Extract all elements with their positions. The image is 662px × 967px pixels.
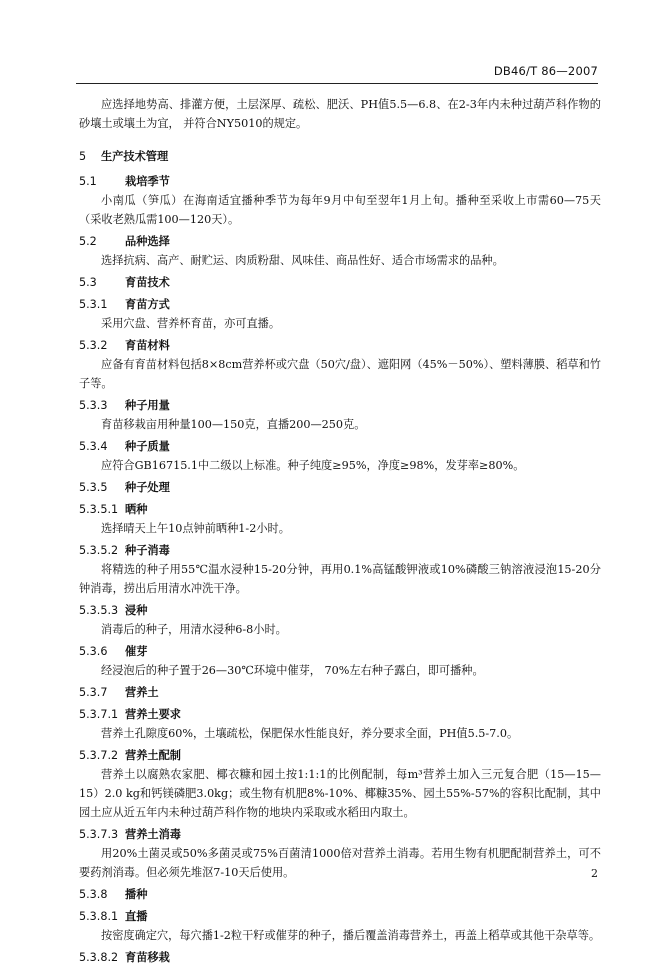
section-heading	[79, 683, 601, 702]
section-title: 种子消毒	[125, 544, 170, 557]
section-title: 晒种	[125, 503, 148, 516]
section-heading	[79, 500, 601, 519]
section-number: 5.3.8.1	[79, 910, 119, 923]
section-title: 播种	[125, 888, 148, 901]
section-number: 5	[79, 150, 87, 163]
section-number: 5.3.7.2	[79, 749, 119, 762]
paragraph: 应符合GB16715.1中二级以上标准。种子纯度≥95%，净度≥98%，发芽率≥80%。	[101, 459, 525, 472]
section-title: 营养土要求	[125, 708, 181, 721]
section-number: 5.3.7.3	[79, 828, 119, 841]
header-rule	[76, 83, 598, 84]
section-heading	[79, 295, 601, 314]
section-title: 浸种	[125, 604, 148, 617]
paragraph: 小南瓜（笋瓜）在海南适宜播种季节为每年9月中旬至翌年1月上旬。播种至采收上市需60—75天（采收老熟瓜需100—120天）。	[79, 194, 601, 226]
document-body	[79, 95, 601, 967]
section-title: 营养土	[125, 686, 159, 699]
paragraph: 应选择地势高、排灌方便，土层深厚、疏松、肥沃、PH值5.5—6.8、在2-3年内未种过葫芦科作物的砂壤土或壤土为宜， 并符合NY5010的规定。	[79, 98, 601, 130]
section-number: 5.3.1	[79, 298, 108, 311]
section-number: 5.3.8	[79, 888, 108, 901]
section-number: 5.3.5	[79, 481, 108, 494]
paragraph: 选择抗病、高产、耐贮运、肉质粉甜、风味佳、商品性好、适合市场需求的品种。	[101, 254, 504, 267]
section-heading	[79, 147, 601, 166]
paragraph: 用20%土菌灵或50%多菌灵或75%百菌清1000倍对营养土消毒。若用生物有机肥配制营养土，可不要药剂消毒。但必须先堆沤7-10天后使用。	[79, 847, 601, 879]
section-heading	[79, 273, 601, 292]
paragraph: 按密度确定穴，每穴播1-2粒干籽或催芽的种子，播后覆盖消毒营养土，再盖上稻草或其他干杂草等。	[101, 929, 601, 942]
paragraph: 将精选的种子用55℃温水浸种15-20分钟，再用0.1%高锰酸钾液或10%磷酸三钠溶液浸泡15-20分钟消毒，捞出后用清水冲洗干净。	[79, 563, 601, 595]
document-code: DB46/T 86—2007	[493, 64, 598, 78]
section-title: 种子质量	[125, 440, 170, 453]
section-heading	[79, 478, 601, 497]
section-title: 种子处理	[125, 481, 170, 494]
section-number: 5.3.3	[79, 399, 108, 412]
section-heading	[79, 705, 601, 724]
section-number: 5.2	[79, 235, 97, 248]
paragraph: 育苗移栽亩用种量100—150克，直播200—250克。	[101, 418, 366, 431]
paragraph: 选择晴天上午10点钟前晒种1-2小时。	[101, 522, 290, 535]
section-heading	[79, 746, 601, 765]
section-heading	[79, 437, 601, 456]
section-title: 品种选择	[125, 235, 170, 248]
section-heading	[79, 336, 601, 355]
section-number: 5.3.7	[79, 686, 108, 699]
section-heading	[79, 642, 601, 661]
section-heading	[79, 948, 601, 967]
section-number: 5.3.5.2	[79, 544, 119, 557]
section-heading	[79, 172, 601, 191]
section-number: 5.3.7.1	[79, 708, 119, 721]
page-number: 2	[591, 867, 598, 880]
section-title: 育苗方式	[125, 298, 170, 311]
paragraph: 营养土孔隙度60%，土壤疏松，保肥保水性能良好，养分要求全面，PH值5.5-7.0。	[101, 727, 519, 740]
section-heading	[79, 825, 601, 844]
section-title: 生产技术管理	[101, 150, 169, 163]
paragraph: 应备有育苗材料包括8×8cm营养杯或穴盘（50穴/盘）、遮阳网（45%－50%）、塑料薄膜、稻草和竹子等。	[79, 358, 601, 390]
section-title: 育苗移栽	[125, 951, 170, 964]
section-title: 育苗材料	[125, 339, 170, 352]
section-number: 5.3.6	[79, 645, 108, 658]
section-number: 5.3.5.1	[79, 503, 119, 516]
section-heading	[79, 885, 601, 904]
section-title: 直播	[125, 910, 148, 923]
paragraph: 营养土以腐熟农家肥、椰衣糠和园土按1:1:1的比例配制，每m³营养土加入三元复合肥（15—15—15）2.0 kg和钙镁磷肥3.0kg；或生物有机肥8%-10%、椰糠35%、园土55%-57%的容积比配制，其中园土应从近五年内未种过葫芦科作物的地块内采取或水稻田内取土。	[79, 768, 601, 819]
section-heading	[79, 907, 601, 926]
section-heading	[79, 232, 601, 251]
section-number: 5.3.4	[79, 440, 108, 453]
section-number: 5.1	[79, 175, 97, 188]
section-title: 栽培季节	[125, 175, 170, 188]
section-heading	[79, 396, 601, 415]
section-number: 5.3.2	[79, 339, 108, 352]
paragraph: 经浸泡后的种子置于26—30℃环境中催芽， 70%左右种子露白，即可播种。	[101, 664, 484, 677]
section-heading	[79, 541, 601, 560]
section-title: 育苗技术	[125, 276, 170, 289]
section-title: 营养土配制	[125, 749, 181, 762]
section-title: 催芽	[125, 645, 148, 658]
section-number: 5.3	[79, 276, 97, 289]
section-title: 种子用量	[125, 399, 170, 412]
section-number: 5.3.8.2	[79, 951, 119, 964]
section-title: 营养土消毒	[125, 828, 181, 841]
paragraph: 采用穴盘、营养杯育苗，亦可直播。	[101, 317, 281, 330]
paragraph: 消毒后的种子，用清水浸种6-8小时。	[101, 623, 287, 636]
section-heading	[79, 601, 601, 620]
section-number: 5.3.5.3	[79, 604, 119, 617]
